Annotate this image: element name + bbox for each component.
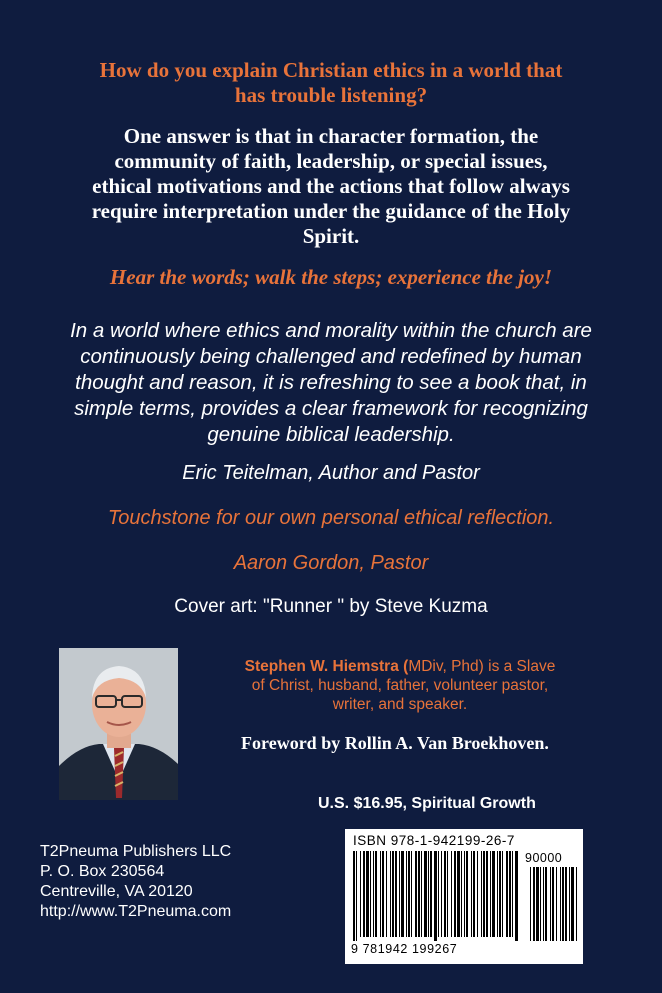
barcode-bar	[477, 851, 478, 937]
barcode-addon-bar	[565, 867, 567, 941]
cover-art-credit: Cover art: "Runner " by Steve Kuzma	[174, 596, 488, 617]
barcode-bar	[382, 851, 384, 937]
barcode-addon-bar	[536, 867, 539, 941]
barcode-bar	[515, 851, 518, 941]
barcode-bar	[424, 851, 427, 937]
endorsement-1-line-4: simple terms, provides a clear framework for recognizing	[74, 397, 588, 420]
barcode-bar	[438, 851, 439, 937]
barcode-bar	[512, 851, 513, 937]
answer-line-5: Spirit.	[302, 224, 360, 248]
barcode-bar	[366, 851, 369, 937]
barcode-addon-bar	[562, 867, 564, 941]
question-heading	[0, 58, 662, 108]
barcode-bar	[441, 851, 442, 937]
answer-line-1: One answer is that in character formation, the	[123, 124, 539, 148]
author-name: Stephen W. Hiemstra (	[244, 658, 409, 675]
endorsement-1-line-3: thought and reason, it is refreshing to see a book that, in	[75, 371, 587, 394]
endorsement-1-line-1: In a world where ethics and morality within the church are	[70, 319, 592, 342]
barcode-bar	[492, 851, 495, 937]
barcode-addon-bar	[540, 867, 541, 941]
publisher-url: http://www.T2Pneuma.com	[40, 903, 232, 920]
isbn-addon-price: 90000	[525, 851, 563, 865]
barcode-bar	[356, 851, 357, 941]
barcode-addon-bar	[552, 867, 554, 941]
barcode-bar	[411, 851, 412, 937]
barcode-bar	[395, 851, 397, 937]
barcode-bar	[447, 851, 448, 937]
endorsement-1-line-5: genuine biblical leadership.	[207, 423, 455, 446]
author-portrait-image	[59, 648, 178, 800]
barcode-bar	[457, 851, 460, 937]
barcode-bar	[486, 851, 488, 937]
author-credentials: MDiv, Phd) is a Slave	[408, 658, 556, 675]
barcode-bar	[363, 851, 365, 937]
barcode-bar	[451, 851, 452, 937]
barcode-bar	[481, 851, 482, 937]
barcode-addon-bar	[530, 867, 531, 941]
barcode-bar	[461, 851, 462, 937]
question-line-2: has trouble listening?	[234, 83, 428, 107]
barcode-bar	[408, 851, 410, 937]
tagline: Hear the words; walk the steps; experience the joy!	[109, 265, 553, 289]
foreword-credit: Foreword by Rollin A. Van Broekhoven.	[241, 733, 549, 753]
barcode-bar	[373, 851, 374, 937]
barcode-bar	[464, 851, 465, 937]
isbn-label: ISBN 978-1-942199-26-7	[353, 833, 515, 848]
barcode-bar	[390, 851, 391, 937]
author-bio-line-3: writer, and speaker.	[332, 696, 468, 713]
barcode-addon-bar	[576, 867, 577, 941]
barcode-bar	[506, 851, 508, 937]
publisher-info	[40, 842, 231, 922]
barcode-addon-bar	[569, 867, 570, 941]
endorsement-2-attribution: Aaron Gordon, Pastor	[233, 552, 429, 574]
endorsement-quote-2: Touchstone for our own personal ethical reflection.	[107, 507, 555, 529]
barcode-bar	[490, 851, 491, 937]
barcode-bar	[386, 851, 387, 937]
answer-paragraph	[0, 124, 662, 249]
barcode-bar	[499, 851, 501, 937]
answer-line-2: community of faith, leadership, or special issues,	[114, 149, 548, 173]
barcode-bar	[502, 851, 503, 937]
barcode-bar	[471, 851, 472, 937]
barcode-addon-bar	[560, 867, 561, 941]
barcode-bar	[401, 851, 404, 937]
answer-line-4: require interpretation under the guidance of the Holy	[91, 199, 571, 223]
barcode-bar	[375, 851, 377, 937]
barcode-bar	[497, 851, 498, 937]
author-photo	[59, 648, 178, 800]
barcode-bar	[415, 851, 417, 937]
barcode-bar	[392, 851, 394, 937]
barcode-addon-bar	[543, 867, 544, 941]
barcode-addon-bar	[550, 867, 551, 941]
barcode-bar	[399, 851, 400, 937]
question-line-1: How do you explain Christian ethics in a world that	[99, 58, 563, 82]
answer-line-3: ethical motivations and the actions that follow always	[92, 174, 570, 198]
barcode-addon-bar	[571, 867, 574, 941]
barcode-bar	[421, 851, 422, 937]
barcode-bar	[473, 851, 475, 937]
isbn-barcode	[345, 829, 583, 964]
endorsement-quote-1	[30, 318, 632, 448]
barcode-bar	[454, 851, 456, 937]
barcode-bar	[444, 851, 446, 937]
endorsement-1-attribution: Eric Teitelman, Author and Pastor	[182, 462, 480, 484]
barcode-addon-bar	[545, 867, 547, 941]
barcode-bars	[351, 851, 579, 943]
barcode-bar	[353, 851, 355, 941]
author-bio	[190, 657, 610, 714]
barcode-bar	[380, 851, 381, 937]
barcode-addon-bar	[556, 867, 557, 941]
price-category: U.S. $16.95, Spiritual Growth	[318, 795, 536, 812]
author-bio-line-2: of Christ, husband, father, volunteer pastor,	[251, 677, 549, 694]
barcode-bar	[466, 851, 468, 937]
publisher-name: T2Pneuma Publishers LLC	[40, 843, 232, 860]
barcode-bar	[360, 851, 361, 937]
barcode-addon-bar	[533, 867, 535, 941]
barcode-bar	[483, 851, 485, 937]
isbn-digits: 9 781942 199267	[351, 942, 458, 956]
publisher-city: Centreville, VA 20120	[40, 883, 193, 900]
barcode-bar	[430, 851, 432, 937]
endorsement-1-line-2: continuously being challenged and redefined by human	[80, 345, 582, 368]
barcode-bar	[370, 851, 371, 937]
barcode-bar	[418, 851, 420, 937]
barcode-bar	[428, 851, 429, 937]
barcode-bar	[406, 851, 407, 937]
barcode-bar	[509, 851, 511, 937]
barcode-bar	[434, 851, 437, 941]
publisher-po-box: P. O. Box 230564	[40, 863, 165, 880]
